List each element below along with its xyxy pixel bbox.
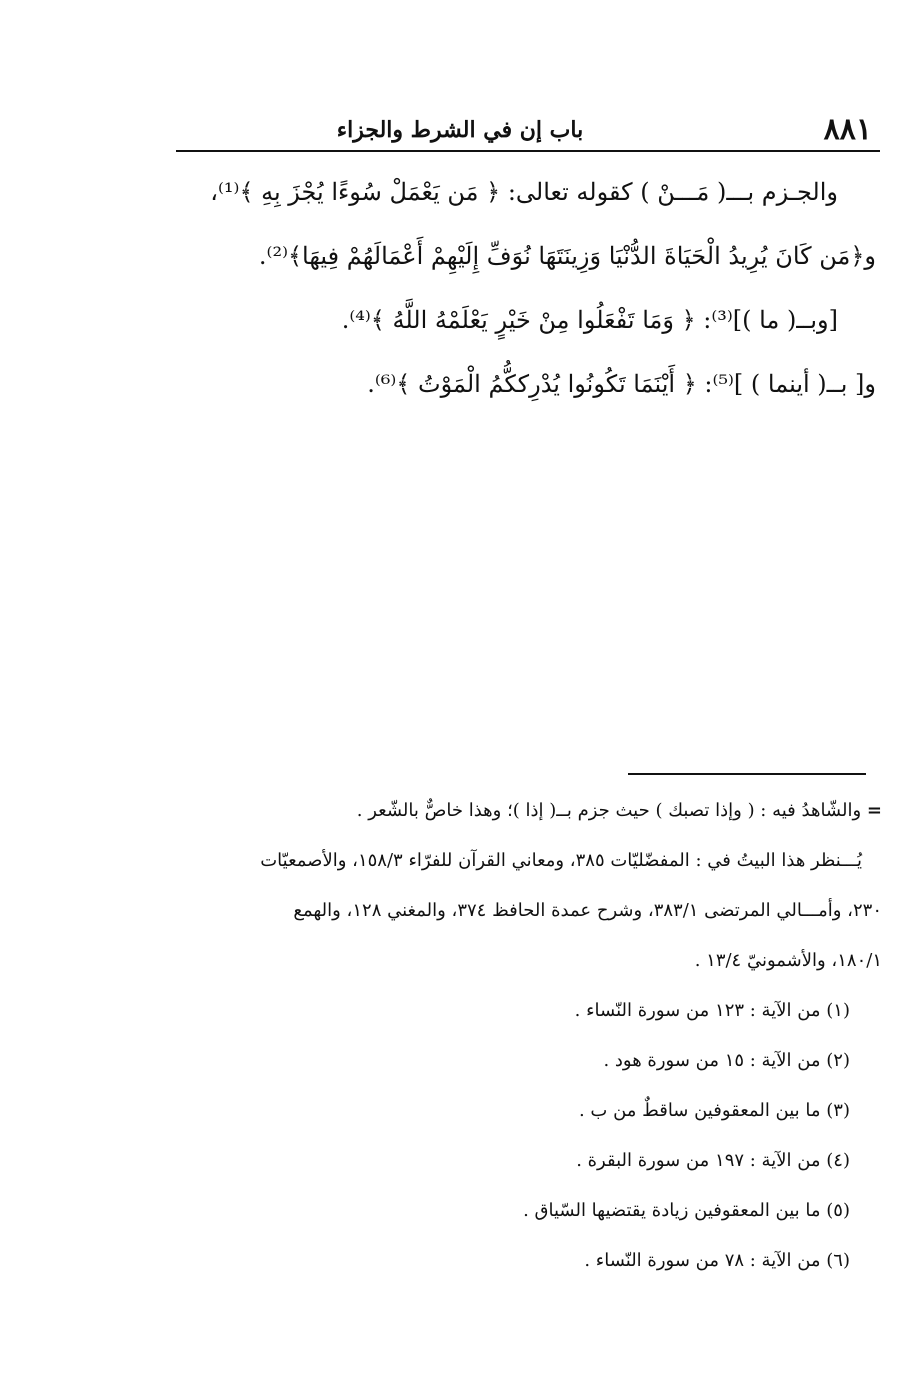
main-text-line: و[ بــ( أينما ) ]⁽⁵⁾: ﴿ أَيْنَمَا تَكُونُوا يُدْرِككُّمُ الْمَوْتُ ﴾⁽⁶⁾. [367,370,876,398]
main-text-line: والجـزم بـــ( مَـــنْ ) كقوله تعالى: ﴿ مَن يَعْمَلْ سُوءًا يُجْزَ بِهِ ﴾⁽¹⁾، [210,178,838,206]
footnote-reference-line: ١٨٠/١، والأشمونيّ ١٣/٤ . [694,950,882,971]
main-text-line: [وبــ( ما )]⁽³⁾: ﴿ وَمَا تَفْعَلُوا مِنْ خَيْرٍ يَعْلَمْهُ اللَّهُ ﴾⁽⁴⁾. [341,306,838,334]
footnote-item: (٤) من الآية : ١٩٧ من سورة البقرة . [576,1150,850,1171]
footnote-divider [628,773,866,775]
footnote-item: (٢) من الآية : ١٥ من سورة هود . [603,1050,850,1071]
footnote-reference-line: ٢٣٠، وأمـــالي المرتضى ٣٨٣/١، وشرح عمدة الحافظ ٣٧٤، والمغني ١٢٨، والهمع [293,900,882,921]
footnote-item: (٦) من الآية : ٧٨ من سورة النّساء . [584,1250,850,1271]
footnote-item: (٥) ما بين المعقوفين زيادة يقتضيها السّياق . [523,1200,850,1221]
page-number: ٨٨١ [823,112,872,147]
main-text-line: و﴿مَن كَانَ يُرِيدُ الْحَيَاةَ الدُّنْيَا وَزِينَتَهَا نُوَفِّ إِلَيْهِمْ أَعْمَالَهُمْ فِيهَا﴾⁽²⁾. [258,242,876,270]
main-text [176,160,876,416]
footnote-continuation [170,786,882,836]
footnote-reference-line: يُـــنظر هذا البيتُ في : المفضّليّات ٣٨٥، ومعاني القرآن للفرّاء ١٥٨/٣، والأصمعيّات [260,850,862,871]
footnote-item: (٣) ما بين المعقوفين ساقطٌ من ب . [578,1100,850,1121]
running-header-title: باب إن في الشرط والجزاء [336,117,584,143]
footnotes [170,786,882,1286]
header-divider [176,150,880,152]
continuation-mark: = [866,800,882,821]
continuation-text: والشّاهدُ فيه : ( وإذا تصبك ) حيث جزم بــ( إذا )؛ وهذا خاصٌّ بالشّعر . [356,800,862,821]
footnote-item: (١) من الآية : ١٢٣ من سورة النّساء . [574,1000,850,1021]
